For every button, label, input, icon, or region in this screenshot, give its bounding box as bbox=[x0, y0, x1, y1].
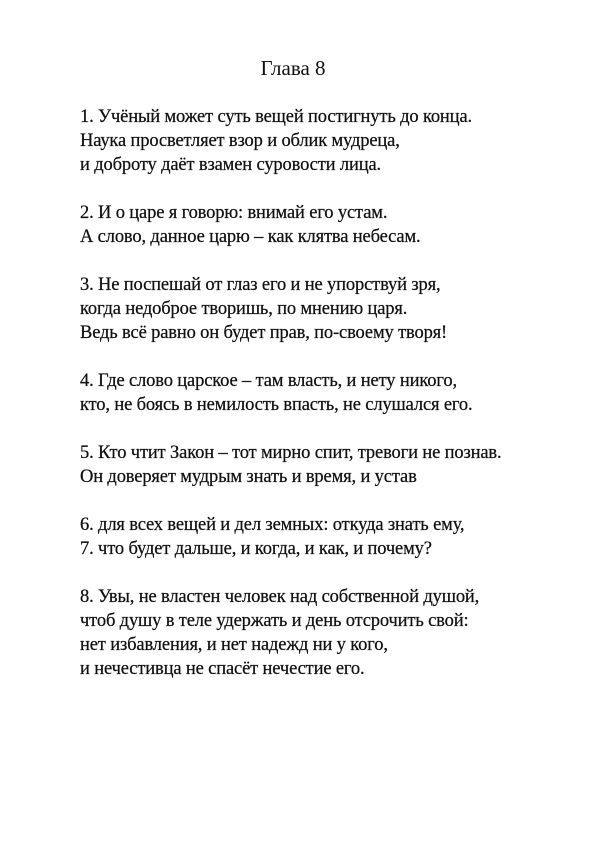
verse-line: 8. Увы, не властен человек над собственной душой, bbox=[80, 587, 480, 607]
verse-line: 1. Учёный может суть вещей постигнуть до конца. bbox=[80, 107, 472, 127]
stanza bbox=[80, 201, 560, 249]
verse-line: Ведь всё равно он будет прав, по-своему творя! bbox=[80, 323, 448, 343]
verse-line: когда недоброе творишь, по мнению царя. bbox=[80, 299, 408, 319]
poem-body bbox=[80, 105, 560, 705]
chapter-title: Глава 8 bbox=[260, 56, 326, 80]
verse-line: и нечестивца не спасёт нечестие его. bbox=[80, 659, 365, 679]
verse-line: 6. для всех вещей и дел земных: откуда знать ему, bbox=[80, 515, 465, 535]
verse-line: 7. что будет дальше, и когда, и как, и почему? bbox=[80, 539, 432, 559]
verse-line: и доброту даёт взамен суровости лица. bbox=[80, 155, 381, 175]
verse-line: 3. Не поспешай от глаз его и не упорствуй зря, bbox=[80, 275, 441, 295]
stanza bbox=[80, 441, 560, 489]
stanza bbox=[80, 105, 560, 177]
stanza bbox=[80, 273, 560, 345]
stanza bbox=[80, 369, 560, 417]
stanza bbox=[80, 513, 560, 561]
verse-line: 2. И о царе я говорю: внимай его устам. bbox=[80, 203, 388, 223]
verse-line: 5. Кто чтит Закон – тот мирно спит, тревоги не познав. bbox=[80, 443, 502, 463]
verse-line: Наука просветляет взор и облик мудреца, bbox=[80, 131, 400, 151]
verse-line: 4. Где слово царское – там власть, и нету никого, bbox=[80, 371, 457, 391]
verse-line: Он доверяет мудрым знать и время, и устав bbox=[80, 467, 417, 487]
verse-line: А слово, данное царю – как клятва небесам. bbox=[80, 227, 421, 247]
verse-line: нет избавления, и нет надежд ни у кого, bbox=[80, 635, 388, 655]
stanza bbox=[80, 585, 560, 681]
verse-line: кто, не боясь в немилость впасть, не слушался его. bbox=[80, 395, 473, 415]
verse-line: чтоб душу в теле удержать и день отсрочить свой: bbox=[80, 611, 469, 631]
